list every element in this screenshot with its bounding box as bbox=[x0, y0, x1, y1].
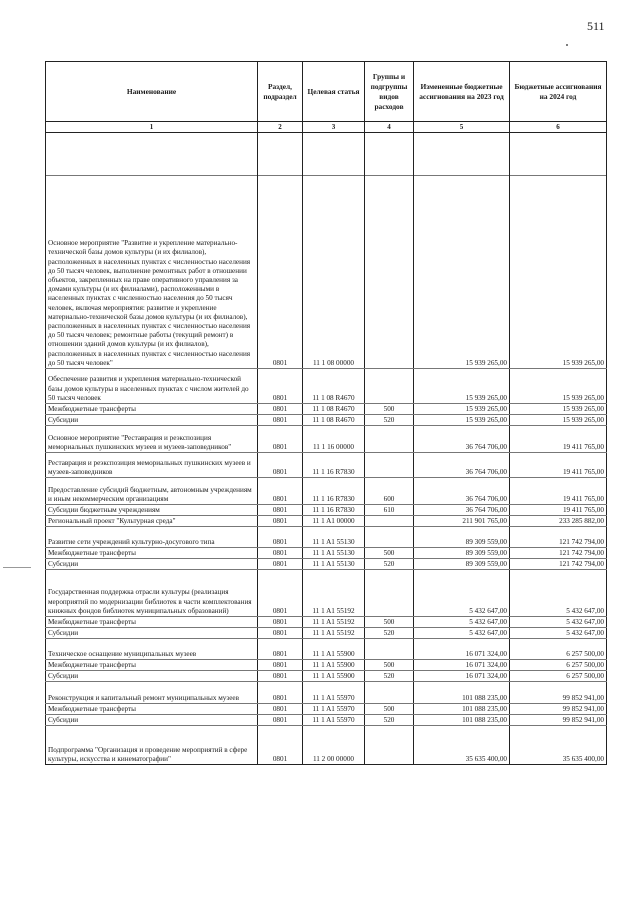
row-target: 11 1 A1 55900 bbox=[303, 660, 365, 671]
col-number: 1 bbox=[46, 122, 258, 133]
row-section: 0801 bbox=[258, 478, 303, 505]
column-number-row bbox=[46, 122, 607, 133]
row-group: 610 bbox=[365, 505, 414, 516]
row-target: 11 1 08 R4670 bbox=[303, 404, 365, 415]
row-value-2023: 89 309 559,00 bbox=[414, 559, 510, 570]
row-group bbox=[365, 176, 414, 369]
row-group: 520 bbox=[365, 628, 414, 639]
row-name: Межбюджетные трансферты bbox=[46, 704, 258, 715]
row-name: Реконструкция и капитальный ремонт муниципальных музеев bbox=[46, 682, 258, 704]
row-target: 11 1 16 R7830 bbox=[303, 478, 365, 505]
row-group: 520 bbox=[365, 671, 414, 682]
table-row bbox=[46, 704, 607, 715]
table-row bbox=[46, 617, 607, 628]
row-name: Государственная поддержка отрасли культуры (реализация мероприятий по модернизации библиотек в части комплектования книжных фондов библиотек муниципальных образований) bbox=[46, 570, 258, 617]
row-value-2024: 19 411 765,00 bbox=[510, 426, 607, 453]
page-number: 511 bbox=[587, 19, 605, 33]
row-target: 11 1 A1 55970 bbox=[303, 715, 365, 726]
table-row bbox=[46, 570, 607, 617]
row-value-2024: 19 411 765,00 bbox=[510, 453, 607, 478]
row-group bbox=[365, 726, 414, 765]
row-value-2024: 5 432 647,00 bbox=[510, 628, 607, 639]
table-row bbox=[46, 548, 607, 559]
table-row bbox=[46, 369, 607, 404]
row-name: Техническое оснащение муниципальных музеев bbox=[46, 639, 258, 660]
row-group: 520 bbox=[365, 415, 414, 426]
table-row bbox=[46, 671, 607, 682]
row-value-2023: 36 764 706,00 bbox=[414, 505, 510, 516]
row-section: 0801 bbox=[258, 426, 303, 453]
row-section: 0801 bbox=[258, 453, 303, 478]
row-target: 11 1 A1 55900 bbox=[303, 639, 365, 660]
row-value-2023: 16 071 324,00 bbox=[414, 639, 510, 660]
table-row bbox=[46, 453, 607, 478]
row-target: 11 1 16 R7830 bbox=[303, 505, 365, 516]
row-value-2023: 101 088 235,00 bbox=[414, 715, 510, 726]
row-target: 11 1 08 00000 bbox=[303, 176, 365, 369]
row-target: 11 1 A1 55192 bbox=[303, 617, 365, 628]
row-section: 0801 bbox=[258, 516, 303, 527]
row-value-2024: 99 852 941,00 bbox=[510, 704, 607, 715]
row-value-2023: 16 071 324,00 bbox=[414, 660, 510, 671]
row-target: 11 1 A1 55970 bbox=[303, 682, 365, 704]
row-value-2023: 5 432 647,00 bbox=[414, 628, 510, 639]
table-row bbox=[46, 516, 607, 527]
row-group bbox=[365, 570, 414, 617]
header-section: Раздел, подраздел bbox=[258, 62, 303, 122]
row-value-2023: 16 071 324,00 bbox=[414, 671, 510, 682]
row-value-2023: 15 939 265,00 bbox=[414, 404, 510, 415]
row-name: Субсидии бюджетным учреждениям bbox=[46, 505, 258, 516]
row-section: 0801 bbox=[258, 404, 303, 415]
row-name: Межбюджетные трансферты bbox=[46, 548, 258, 559]
row-value-2023: 5 432 647,00 bbox=[414, 617, 510, 628]
row-section: 0801 bbox=[258, 527, 303, 548]
row-section: 0801 bbox=[258, 726, 303, 765]
row-group bbox=[365, 682, 414, 704]
header-target: Целевая статья bbox=[303, 62, 365, 122]
row-name: Региональный проект "Культурная среда" bbox=[46, 516, 258, 527]
table-row bbox=[46, 660, 607, 671]
header-name: Наименование bbox=[46, 62, 258, 122]
row-group: 500 bbox=[365, 404, 414, 415]
row-group: 500 bbox=[365, 660, 414, 671]
row-section: 0801 bbox=[258, 715, 303, 726]
row-value-2024: 35 635 400,00 bbox=[510, 726, 607, 765]
row-value-2024: 6 257 500,00 bbox=[510, 660, 607, 671]
row-name: Субсидии bbox=[46, 715, 258, 726]
row-value-2023: 15 939 265,00 bbox=[414, 369, 510, 404]
row-section: 0801 bbox=[258, 176, 303, 369]
table-row bbox=[46, 505, 607, 516]
row-section: 0801 bbox=[258, 617, 303, 628]
row-target: 11 1 08 R4670 bbox=[303, 369, 365, 404]
row-value-2023: 36 764 706,00 bbox=[414, 478, 510, 505]
row-name: Субсидии bbox=[46, 628, 258, 639]
table-row bbox=[46, 404, 607, 415]
row-value-2023: 36 764 706,00 bbox=[414, 426, 510, 453]
row-section: 0801 bbox=[258, 639, 303, 660]
row-name: Основное мероприятие "Реставрация и реэкспозиция мемориальных пушкинских музеев и музеев-заповедников" bbox=[46, 426, 258, 453]
row-target: 11 1 08 R4670 bbox=[303, 415, 365, 426]
row-value-2024: 19 411 765,00 bbox=[510, 478, 607, 505]
row-name: Обеспечение развития и укрепления материально-технической базы домов культуры в населенных пунктах с числом жителей до 50 тысяч человек bbox=[46, 369, 258, 404]
table-row bbox=[46, 628, 607, 639]
row-value-2024: 5 432 647,00 bbox=[510, 617, 607, 628]
row-group bbox=[365, 426, 414, 453]
row-group bbox=[365, 639, 414, 660]
table-row bbox=[46, 715, 607, 726]
row-group: 520 bbox=[365, 559, 414, 570]
row-section: 0801 bbox=[258, 682, 303, 704]
row-group bbox=[365, 516, 414, 527]
row-value-2023: 35 635 400,00 bbox=[414, 726, 510, 765]
row-section: 0801 bbox=[258, 570, 303, 617]
table-row bbox=[46, 559, 607, 570]
scan-dot bbox=[566, 44, 568, 46]
row-target: 11 1 A1 55900 bbox=[303, 671, 365, 682]
row-section: 0801 bbox=[258, 704, 303, 715]
col-number: 4 bbox=[365, 122, 414, 133]
col-number: 5 bbox=[414, 122, 510, 133]
row-value-2024: 99 852 941,00 bbox=[510, 682, 607, 704]
row-section: 0801 bbox=[258, 559, 303, 570]
table-row bbox=[46, 639, 607, 660]
row-value-2024: 121 742 794,00 bbox=[510, 527, 607, 548]
row-value-2023: 101 088 235,00 bbox=[414, 704, 510, 715]
row-value-2023: 5 432 647,00 bbox=[414, 570, 510, 617]
header-changed-2023: Измененные бюджетные ассигнования на 2023 год bbox=[414, 62, 510, 122]
row-target: 11 1 A1 55130 bbox=[303, 527, 365, 548]
row-section: 0801 bbox=[258, 660, 303, 671]
table-row bbox=[46, 726, 607, 765]
row-name: Предоставление субсидий бюджетным, автономным учреждениям и иным некоммерческим организациям bbox=[46, 478, 258, 505]
row-target: 11 1 A1 55970 bbox=[303, 704, 365, 715]
spacer-row bbox=[46, 133, 607, 176]
row-value-2023: 36 764 706,00 bbox=[414, 453, 510, 478]
table-row bbox=[46, 478, 607, 505]
row-section: 0801 bbox=[258, 415, 303, 426]
row-group bbox=[365, 527, 414, 548]
row-target: 11 1 A1 55192 bbox=[303, 570, 365, 617]
row-section: 0801 bbox=[258, 505, 303, 516]
row-value-2023: 15 939 265,00 bbox=[414, 415, 510, 426]
row-name: Субсидии bbox=[46, 559, 258, 570]
row-group: 500 bbox=[365, 704, 414, 715]
row-name: Реставрация и реэкспозиция мемориальных пушкинских музеев и музеев-заповедников bbox=[46, 453, 258, 478]
row-value-2024: 99 852 941,00 bbox=[510, 715, 607, 726]
margin-mark bbox=[3, 567, 31, 568]
row-section: 0801 bbox=[258, 369, 303, 404]
row-group: 520 bbox=[365, 715, 414, 726]
row-value-2023: 211 901 765,00 bbox=[414, 516, 510, 527]
row-group bbox=[365, 453, 414, 478]
table-row bbox=[46, 426, 607, 453]
row-value-2024: 15 939 265,00 bbox=[510, 176, 607, 369]
row-value-2023: 101 088 235,00 bbox=[414, 682, 510, 704]
row-name: Межбюджетные трансферты bbox=[46, 660, 258, 671]
row-value-2023: 89 309 559,00 bbox=[414, 548, 510, 559]
col-number: 3 bbox=[303, 122, 365, 133]
table-row bbox=[46, 527, 607, 548]
row-target: 11 2 00 00000 bbox=[303, 726, 365, 765]
row-value-2024: 15 939 265,00 bbox=[510, 369, 607, 404]
row-value-2023: 89 309 559,00 bbox=[414, 527, 510, 548]
row-value-2024: 121 742 794,00 bbox=[510, 548, 607, 559]
row-name: Развитие сети учреждений культурно-досугового типа bbox=[46, 527, 258, 548]
row-target: 11 1 16 R7830 bbox=[303, 453, 365, 478]
row-value-2024: 19 411 765,00 bbox=[510, 505, 607, 516]
row-name: Субсидии bbox=[46, 415, 258, 426]
header-groups: Группы и подгруппы видов расходов bbox=[365, 62, 414, 122]
row-target: 11 1 A1 55130 bbox=[303, 559, 365, 570]
row-name: Основное мероприятие "Развитие и укрепление материально-технической базы домов культуры (и их филиалов), расположенных в населенных пунктах с численностью населения до 50 тысяч человек, выполнение ремонтных работ в отношении объектов, закрепленных на праве оперативного управления за домами культуры (и их филиалами), расположенными в населенных пунктах с численностью населения до 50 тысяч человек, включая мероприятия: развитие и укрепление материально-технической базы домов культуры (и их филиалов), расположенных в населенных пунктах с численностью населения до 50 тысяч человек; ремонтные работы (текущий ремонт) в отношении зданий домов культуры (и их филиалов), расположенных в населенных пунктах с численностью населения до 50 тысяч человек" bbox=[46, 176, 258, 369]
row-target: 11 1 16 00000 bbox=[303, 426, 365, 453]
row-value-2024: 15 939 265,00 bbox=[510, 415, 607, 426]
row-group: 500 bbox=[365, 617, 414, 628]
row-name: Подпрограмма "Организация и проведение мероприятий в сфере культуры, искусства и кинематографии" bbox=[46, 726, 258, 765]
row-group: 500 bbox=[365, 548, 414, 559]
row-section: 0801 bbox=[258, 628, 303, 639]
row-value-2024: 6 257 500,00 bbox=[510, 671, 607, 682]
budget-table bbox=[45, 61, 607, 765]
row-value-2024: 233 285 882,00 bbox=[510, 516, 607, 527]
header-budget-2024: Бюджетные ассигнования на 2024 год bbox=[510, 62, 607, 122]
row-group: 600 bbox=[365, 478, 414, 505]
header-row bbox=[46, 62, 607, 122]
row-value-2024: 15 939 265,00 bbox=[510, 404, 607, 415]
col-number: 6 bbox=[510, 122, 607, 133]
row-name: Межбюджетные трансферты bbox=[46, 404, 258, 415]
table-row bbox=[46, 176, 607, 369]
row-value-2023: 15 939 265,00 bbox=[414, 176, 510, 369]
row-value-2024: 121 742 794,00 bbox=[510, 559, 607, 570]
row-value-2024: 6 257 500,00 bbox=[510, 639, 607, 660]
row-target: 11 1 A1 00000 bbox=[303, 516, 365, 527]
row-section: 0801 bbox=[258, 548, 303, 559]
row-target: 11 1 A1 55130 bbox=[303, 548, 365, 559]
table-row bbox=[46, 682, 607, 704]
row-name: Субсидии bbox=[46, 671, 258, 682]
row-section: 0801 bbox=[258, 671, 303, 682]
col-number: 2 bbox=[258, 122, 303, 133]
row-target: 11 1 A1 55192 bbox=[303, 628, 365, 639]
table-row bbox=[46, 415, 607, 426]
row-value-2024: 5 432 647,00 bbox=[510, 570, 607, 617]
row-name: Межбюджетные трансферты bbox=[46, 617, 258, 628]
row-group bbox=[365, 369, 414, 404]
